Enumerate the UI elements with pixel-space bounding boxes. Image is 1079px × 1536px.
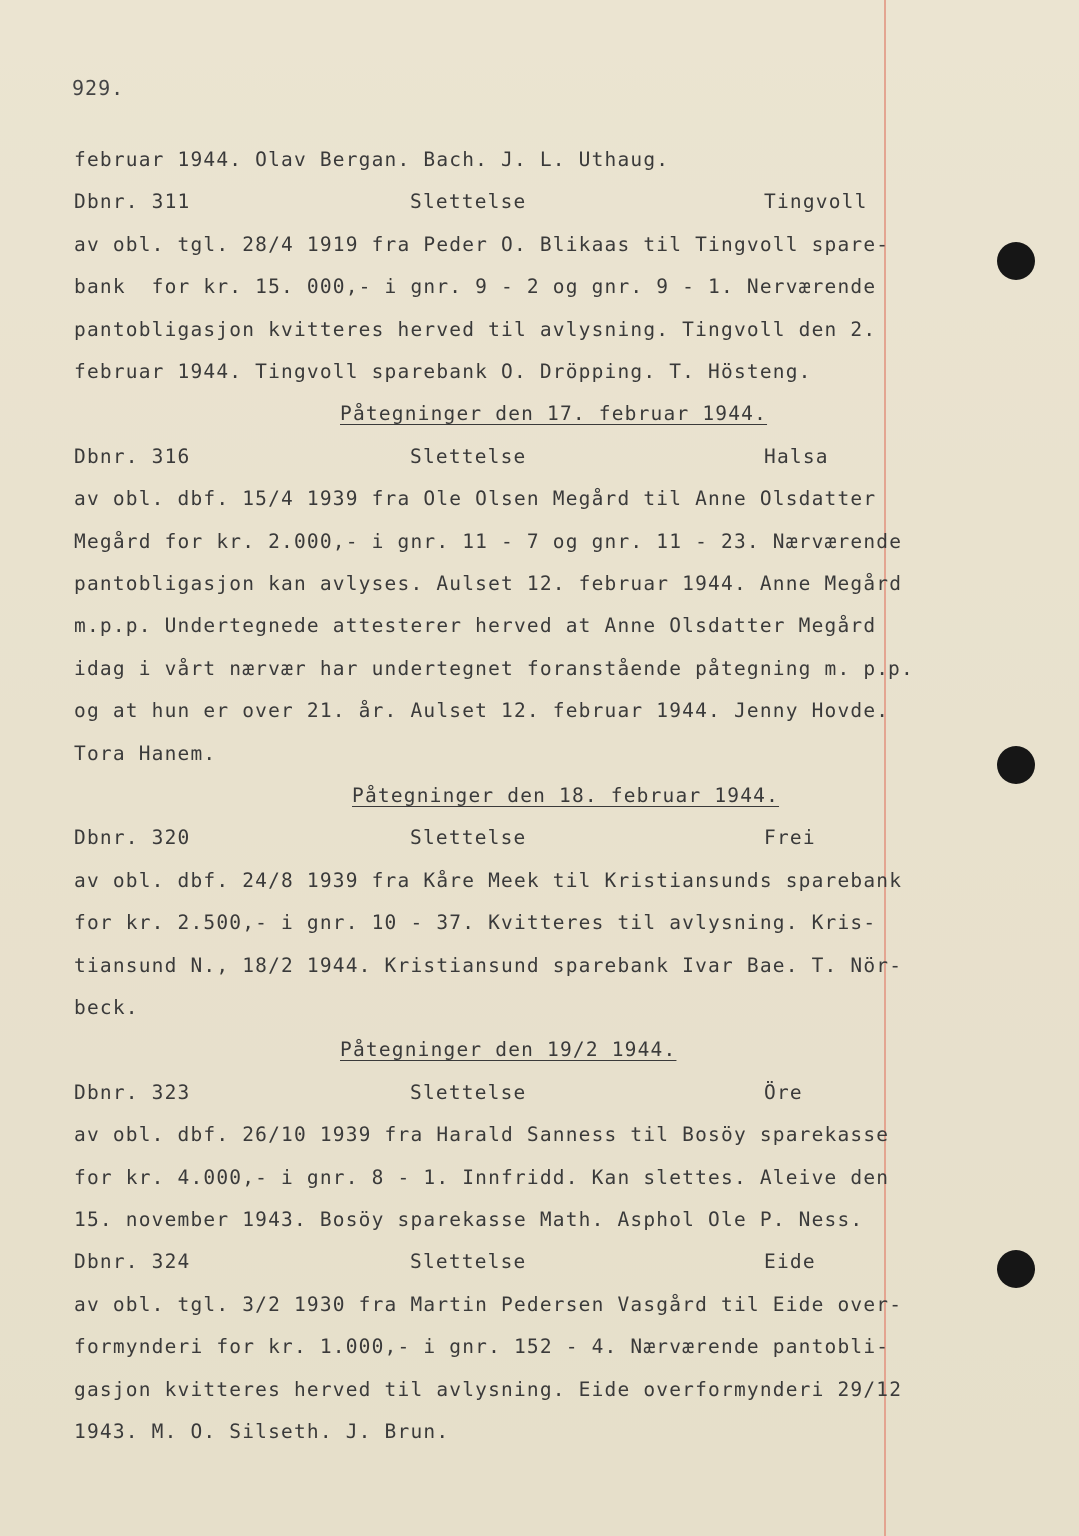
section-heading: Påtegninger den 19/2 1944. xyxy=(340,1038,677,1061)
entry-number: Dbnr. 316 xyxy=(74,445,191,468)
text-line: idag i vårt nærvær har undertegnet foranstående påtegning m. p. xyxy=(74,657,890,680)
entry-number: Dbnr. 311 xyxy=(74,190,191,213)
text-line: av obl. dbf. 15/4 1939 fra Ole Olsen Megård til Anne Olsdatter xyxy=(74,487,877,510)
text-line: 15. november 1943. Bosöy sparekasse Math. Asphol Ole P. Ness. xyxy=(74,1208,864,1231)
text-line: bank for kr. 15. 000,- i gnr. 9 - 2 og gnr. 9 - 1. Nerværende xyxy=(74,275,877,298)
text-line: av obl. dbf. 26/10 1939 fra Harald Sanness til Bosöy sparekasse xyxy=(74,1123,890,1146)
entry-kind: Slettelse xyxy=(410,1250,527,1273)
text-line: formynderi for kr. 1.000,- i gnr. 152 - 4. Nærværende pantobli- xyxy=(74,1335,890,1358)
entry-place: Halsa xyxy=(764,445,829,468)
text-line: gasjon kvitteres herved til avlysning. Eide overformynderi 29/12 xyxy=(74,1378,903,1401)
text-line: februar 1944. Olav Bergan. Bach. J. L. Uthaug. xyxy=(74,148,670,171)
text-line: og at hun er over 21. år. Aulset 12. februar 1944. Jenny Hovde. xyxy=(74,699,890,722)
section-heading: Påtegninger den 18. februar 1944. xyxy=(352,784,780,807)
text-line: tiansund N., 18/2 1944. Kristiansund sparebank Ivar Bae. T. Nör- xyxy=(74,954,903,977)
punch-hole-bottom xyxy=(997,1250,1035,1288)
entry-number: Dbnr. 320 xyxy=(74,826,191,849)
text-line: februar 1944. Tingvoll sparebank O. Dröpping. T. Hösteng. xyxy=(74,360,812,383)
entry-place: Frei xyxy=(764,826,816,849)
text-line: for kr. 4.000,- i gnr. 8 - 1. Innfridd. Kan slettes. Aleive den xyxy=(74,1166,890,1189)
text-line: av obl. tgl. 3/2 1930 fra Martin Pedersen Vasgård til Eide over- xyxy=(74,1293,903,1316)
margin-overflow-text: p. xyxy=(888,657,914,680)
entry-kind: Slettelse xyxy=(410,190,527,213)
punch-hole-top xyxy=(997,242,1035,280)
entry-number: Dbnr. 323 xyxy=(74,1081,191,1104)
entry-kind: Slettelse xyxy=(410,1081,527,1104)
section-heading: Påtegninger den 17. februar 1944. xyxy=(340,402,768,425)
text-line: av obl. tgl. 28/4 1919 fra Peder O. Blikaas til Tingvoll spare- xyxy=(74,233,890,256)
entry-place: Eide xyxy=(764,1250,816,1273)
text-line: beck. xyxy=(74,996,139,1019)
text-line: for kr. 2.500,- i gnr. 10 - 37. Kvitteres til avlysning. Kris- xyxy=(74,911,877,934)
entry-kind: Slettelse xyxy=(410,826,527,849)
text-line: m.p.p. Undertegnede attesterer herved at Anne Olsdatter Megård xyxy=(74,614,877,637)
text-line: pantobligasjon kan avlyses. Aulset 12. februar 1944. Anne Megård xyxy=(74,572,903,595)
entry-kind: Slettelse xyxy=(410,445,527,468)
text-line: 1943. M. O. Silseth. J. Brun. xyxy=(74,1420,450,1443)
entry-number: Dbnr. 324 xyxy=(74,1250,191,1273)
entry-place: Öre xyxy=(764,1081,803,1104)
entry-place: Tingvoll xyxy=(764,190,868,213)
text-line: av obl. dbf. 24/8 1939 fra Kåre Meek til Kristiansunds sparebank xyxy=(74,869,903,892)
page-number: 929. xyxy=(72,76,125,100)
text-line: Megård for kr. 2.000,- i gnr. 11 - 7 og gnr. 11 - 23. Nærværende xyxy=(74,530,903,553)
text-line: Tora Hanem. xyxy=(74,742,217,765)
punch-hole-middle xyxy=(997,746,1035,784)
text-line: pantobligasjon kvitteres herved til avlysning. Tingvoll den 2. xyxy=(74,318,877,341)
